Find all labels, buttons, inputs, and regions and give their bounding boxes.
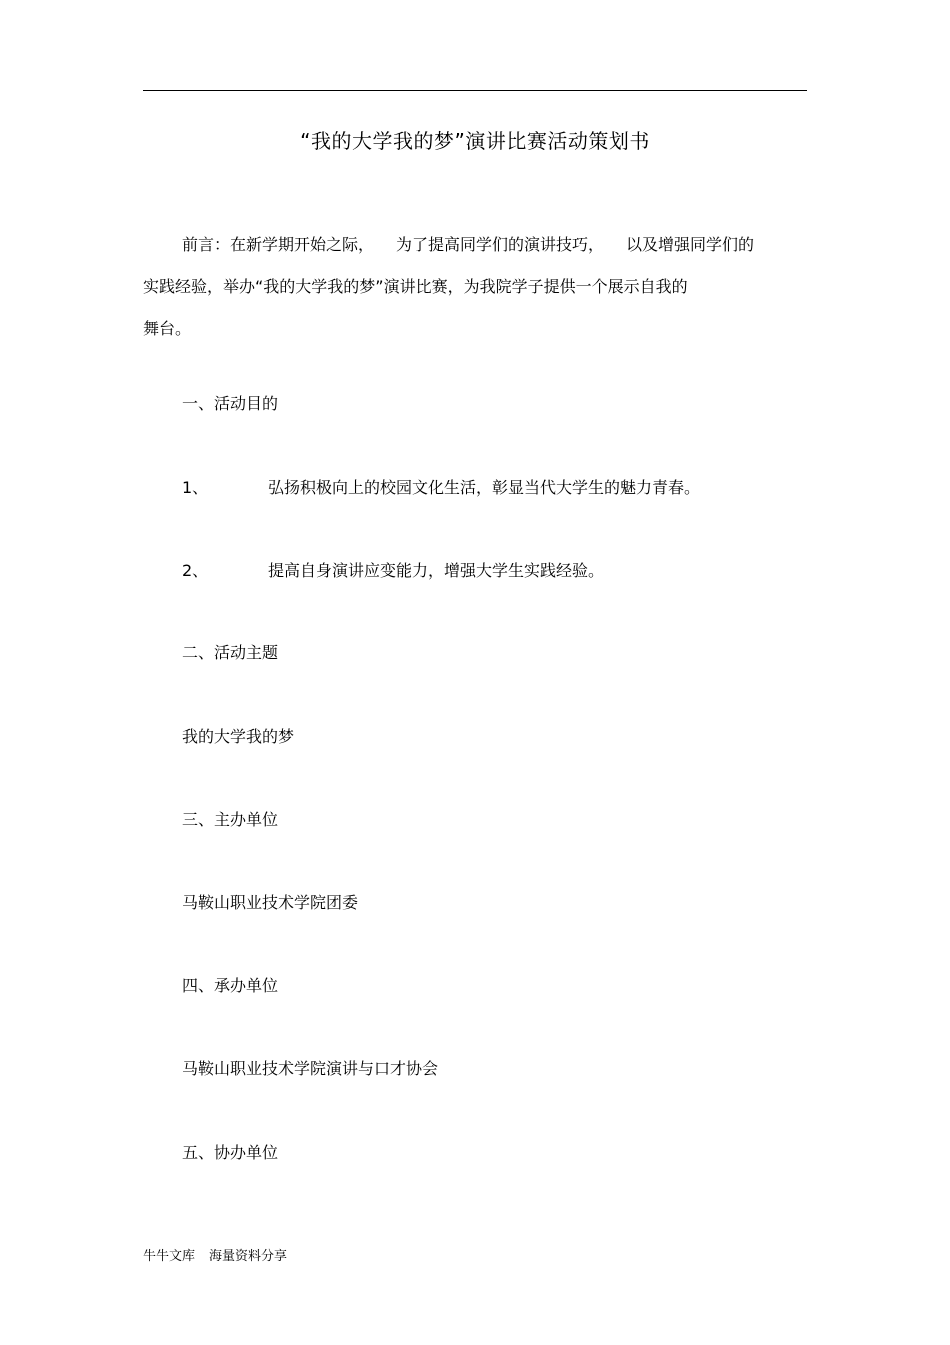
header-rule xyxy=(143,90,807,91)
list-item-text: 弘扬积极向上的校园文化生活，彰显当代大学生的魅力青春。 xyxy=(268,478,701,497)
section-5-heading: 五、协办单位 xyxy=(182,1143,279,1162)
list-item-text: 提高自身演讲应变能力，增强大学生实践经验。 xyxy=(268,561,605,580)
list-item xyxy=(182,476,700,500)
intro-line-1 xyxy=(143,224,807,266)
section-2-body: 我的大学我的梦 xyxy=(182,727,295,746)
list-item-number: 1、 xyxy=(182,478,209,497)
section-3-body: 马鞍山职业技术学院团委 xyxy=(182,893,359,912)
section-4-body: 马鞍山职业技术学院演讲与口才协会 xyxy=(182,1059,439,1078)
intro-paragraph xyxy=(143,224,807,350)
footer-slogan: 海量资料分享 xyxy=(209,1249,288,1264)
intro-text-1c: 以及增强同学们的 xyxy=(626,235,755,254)
intro-line-3: 舞台。 xyxy=(143,319,192,338)
section-1-heading: 一、活动目的 xyxy=(182,394,279,413)
document-title: “我的大学我的梦”演讲比赛活动策划书 xyxy=(300,129,650,153)
intro-text-1b: 为了提高同学们的演讲技巧， xyxy=(396,235,605,254)
section-4-heading: 四、承办单位 xyxy=(182,976,279,995)
list-item xyxy=(182,559,604,583)
footer-brand: 牛牛文库 xyxy=(143,1249,196,1264)
intro-text-1a: 前言：在新学期开始之际， xyxy=(182,235,375,254)
section-3-heading: 三、主办单位 xyxy=(182,810,279,829)
section-2-heading: 二、活动主题 xyxy=(182,643,279,662)
list-item-number: 2、 xyxy=(182,561,209,580)
page-footer xyxy=(143,1247,287,1267)
intro-line-2: 实践经验，举办“我的大学我的梦”演讲比赛，为我院学子提供一个展示自我的 xyxy=(143,277,688,296)
